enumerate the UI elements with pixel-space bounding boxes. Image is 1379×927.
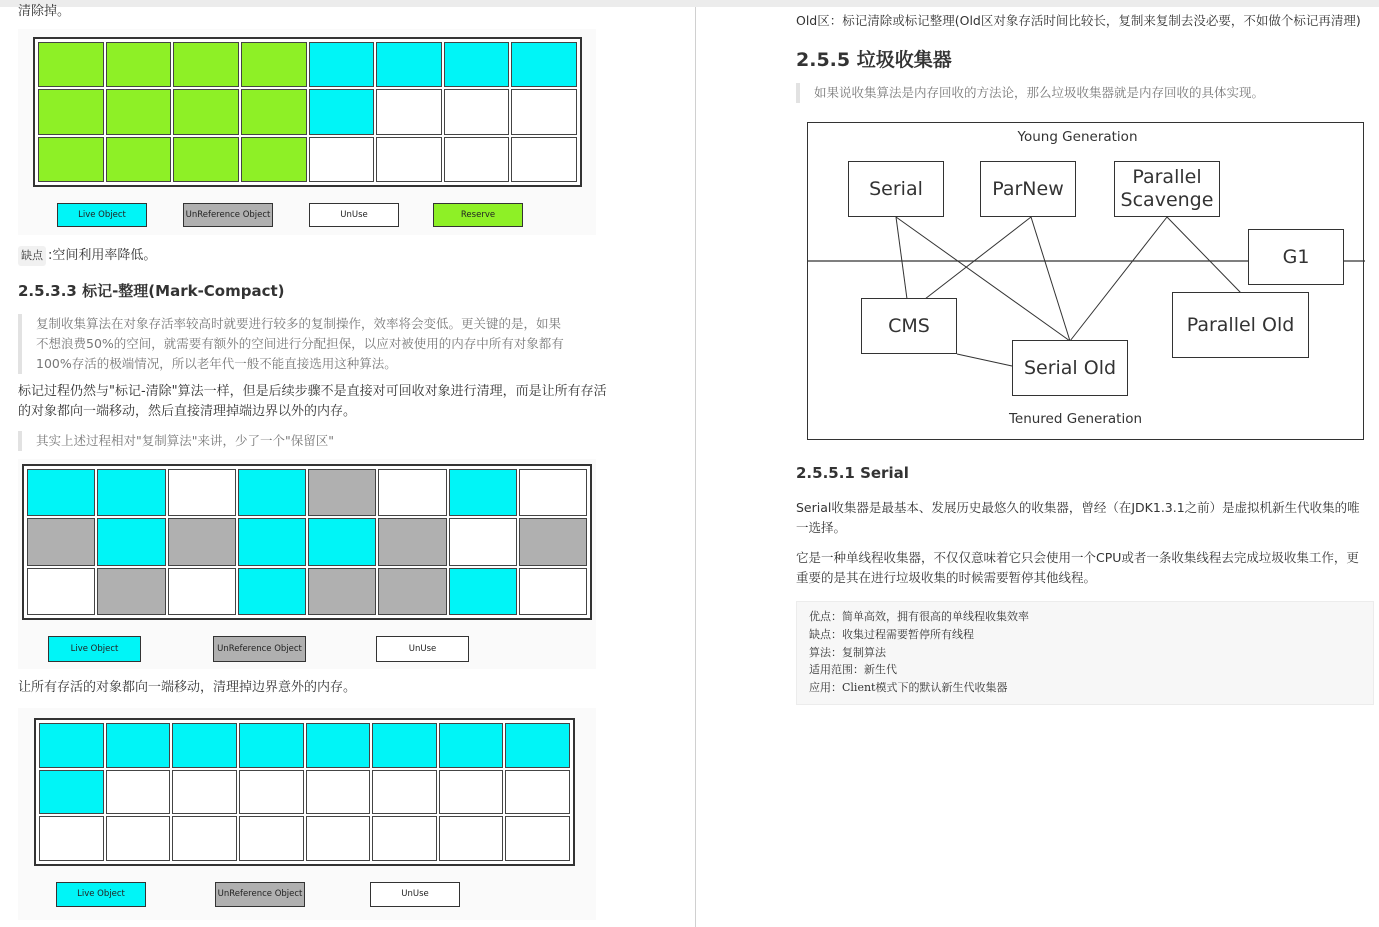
memory-cell-cyan [372,723,437,768]
memory-cell-white [376,137,442,182]
section-title-mark-compact: 2.5.3.3 标记-整理(Mark-Compact) [18,282,285,300]
legend-cyan: Live Object [48,636,141,662]
link-ps-parallelold [1167,217,1241,293]
memory-cell-cyan [97,518,165,565]
link-cms-serialold [957,354,1012,366]
code-line: 算法：复制算法 [809,645,886,659]
memory-cell-white [439,816,504,861]
memory-cell-white [106,816,171,861]
paragraph-line: 一选择。 [796,520,847,535]
memory-cell-green [173,42,239,87]
memory-cell-white [239,770,304,815]
memory-cell-white [372,816,437,861]
legend-cyan: Live Object [56,882,146,907]
paragraph-line: 的对象都向一端移动，然后直接清理掉端边界以外的内存。 [18,404,357,419]
section-title-gc: 2.5.5 垃圾收集器 [796,49,952,71]
memory-cell-white [27,568,95,615]
memory-cell-cyan [27,469,95,516]
memory-cell-cyan [306,723,371,768]
memory-grid [33,37,582,187]
memory-cell-gray [27,518,95,565]
memory-cell-white [172,816,237,861]
memory-cell-gray [308,469,376,516]
memory-cell-gray [519,518,587,565]
collector-label: Scavenge [1120,189,1214,211]
memory-cell-cyan [238,518,306,565]
memory-cell-white [519,568,587,615]
link-serial-cms [896,217,907,299]
collector-parallel-old: Parallel Old [1172,292,1309,358]
collector-g1: G1 [1248,229,1344,285]
paragraph-line: 标记过程仍然与"标记-清除"算法一样，但是后续步骤不是直接对可回收对象进行清理，而是让所有存活 [18,384,607,399]
paragraph-line: 它是一种单线程收集器，不仅仅意味着它只会使用一个CPU或者一条收集线程去完成垃圾收集工作，更 [796,550,1359,565]
memory-cell-cyan [444,42,510,87]
memory-grid [22,464,592,620]
memory-cell-cyan [376,42,442,87]
mark-compact-paragraph [18,382,607,422]
memory-cell-white [439,770,504,815]
legend-white: UnUse [309,203,399,227]
gc-collectors-diagram [807,122,1364,440]
memory-cell-cyan [309,89,375,134]
memory-cell-cyan [449,568,517,615]
memory-cell-white [239,816,304,861]
memory-cell-gray [168,518,236,565]
memory-cell-white [306,770,371,815]
memory-cell-white [306,816,371,861]
memory-grid [34,718,575,866]
memory-cell-green [106,89,172,134]
memory-cell-green [173,137,239,182]
memory-cell-white [505,816,570,861]
memory-cell-cyan [239,723,304,768]
legend-gray: UnReference Object [215,882,305,907]
code-line: 适用范围：新生代 [809,663,897,677]
memory-cell-green [241,89,307,134]
memory-cell-white [444,137,510,182]
memory-cell-cyan [238,469,306,516]
top-scroll-edge [0,0,1379,7]
memory-cell-gray [378,568,446,615]
memory-cell-cyan [106,723,171,768]
compact-result-text: 让所有存活的对象都向一端移动，清理掉边界意外的内存。 [18,680,357,695]
quote-line: 如果说收集算法是内存回收的方法论，那么垃圾收集器就是内存回收的具体实现。 [814,85,1265,100]
memory-cell-cyan [449,469,517,516]
memory-cell-cyan [39,770,104,815]
quote-copy-drawback [18,314,564,374]
serial-paragraph-1 [796,498,1360,538]
memory-cell-cyan [309,42,375,87]
memory-cell-white [168,469,236,516]
code-line: 缺点：收集过程需要暂停所有线程 [809,627,974,641]
tenured-generation-label: Tenured Generation [1008,411,1143,427]
memory-cell-green [173,89,239,134]
subsection-title-serial: 2.5.5.1 Serial [796,464,909,482]
link-parnew-cms [925,217,1031,299]
memory-cell-white [309,137,375,182]
drawback-tag: 缺点 [18,246,46,266]
quote-line: 其实上述过程相对"复制算法"来讲，少了一个"保留区" [36,433,334,448]
memory-cell-white [449,518,517,565]
link-ps-serialold [1070,217,1167,341]
memory-cell-white [106,770,171,815]
memory-cell-green [38,89,104,134]
memory-cell-green [106,137,172,182]
quote-line: 不想浪费50%的空间，就需要有额外的空间进行分配担保，以应对被使用的内存中所有对象都有 [36,336,564,351]
memory-cell-white [519,469,587,516]
memory-cell-white [511,137,577,182]
legend-white: UnUse [376,636,469,662]
memory-cell-white [168,568,236,615]
memory-cell-green [241,42,307,87]
memory-cell-white [172,770,237,815]
code-line: 优点：简单高效，拥有很高的单线程收集效率 [809,610,1029,623]
memory-cell-green [106,42,172,87]
memory-cell-cyan [172,723,237,768]
paragraph-line: Serial收集器是最基本、发展历史最悠久的收集器，曾经（在JDK1.3.1之前）是虚拟机新生代收集的唯 [796,500,1360,515]
drawback-text: :空间利用率降低。 [48,248,157,263]
collector-parallel-scavenge [1114,161,1220,217]
intro-tail-text: 清除掉。 [18,4,71,19]
link-parnew-serialold [1031,217,1070,341]
memory-cell-gray [378,518,446,565]
collector-serial: Serial [848,161,944,217]
memory-cell-green [241,137,307,182]
paragraph-line: 重要的是其在进行垃圾收集的时候需要暂停其他线程。 [796,570,1097,585]
memory-cell-green [38,137,104,182]
copy-algorithm-figure [18,29,596,235]
memory-cell-cyan [39,723,104,768]
quote-line: 100%存活的极端情况，所以老年代一般不能直接选用这种算法。 [36,356,397,371]
memory-cell-cyan [505,723,570,768]
memory-cell-cyan [97,469,165,516]
quote-reserve [18,431,334,451]
young-generation-label: Young Generation [1017,129,1138,145]
memory-cell-white [378,469,446,516]
memory-cell-cyan [308,518,376,565]
memory-cell-green [38,42,104,87]
memory-cell-white [444,89,510,134]
quote-line: 复制收集算法在对象存活率较高时就要进行较多的复制操作，效率将会变低。更关键的是，如果 [36,316,562,331]
collector-cms: CMS [861,298,957,354]
legend-white: UnUse [370,882,460,907]
drawback-line [18,246,156,266]
collector-label: Parallel [1132,166,1202,188]
legend-gray: UnReference Object [183,203,273,227]
memory-cell-white [372,770,437,815]
old-generation-line: Old区：标记清除或标记整理(Old区对象存活时间比较长，复制来复制去没必要，不如做个标记再清理) [796,13,1361,28]
legend-green: Reserve [433,203,523,227]
code-line: 应用：Client模式下的默认新生代收集器 [809,681,1008,695]
legend-gray: UnReference Object [213,636,306,662]
memory-cell-gray [97,568,165,615]
memory-cell-cyan [511,42,577,87]
column-divider [695,7,696,927]
mark-compact-after-figure [18,708,596,920]
quote-gc-definition [796,83,1264,103]
legend-cyan: Live Object [57,203,147,227]
memory-cell-cyan [238,568,306,615]
mark-compact-before-figure [18,459,596,669]
collector-serial-old: Serial Old [1012,340,1128,396]
memory-cell-white [39,816,104,861]
memory-cell-white [511,89,577,134]
memory-cell-cyan [439,723,504,768]
collector-parnew: ParNew [980,161,1076,217]
serial-paragraph-2 [796,548,1359,588]
memory-cell-white [376,89,442,134]
memory-cell-gray [308,568,376,615]
memory-cell-white [505,770,570,815]
serial-summary-code-block [796,601,1374,705]
